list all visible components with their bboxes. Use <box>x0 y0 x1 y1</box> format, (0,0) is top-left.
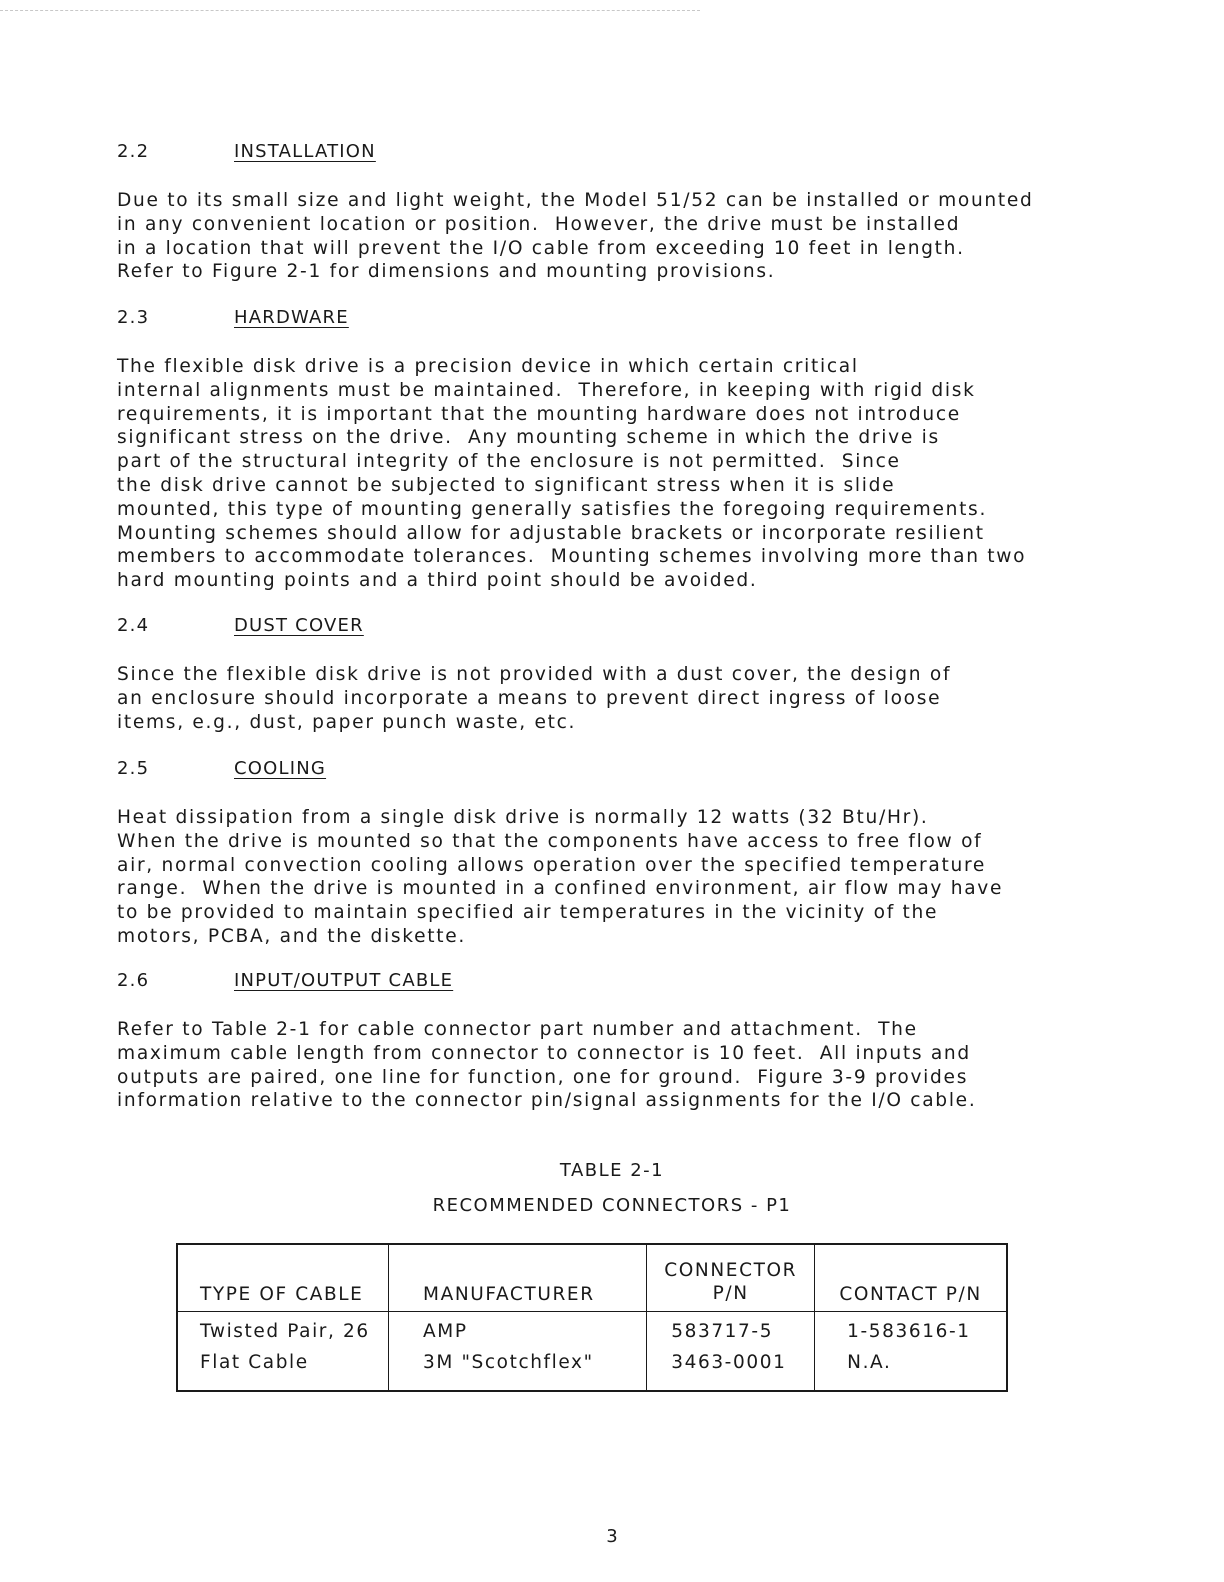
table-row <box>177 1312 1007 1349</box>
section-installation <box>117 141 1117 284</box>
section-title: COOLING <box>234 758 327 779</box>
section-heading <box>117 615 1117 639</box>
section-title: HARDWARE <box>234 307 349 328</box>
section-body: The flexible disk drive is a precision device in which certain critical internal alignments must be maintained. Therefore, in keeping with rigid disk requirements, it is important that the mounting hardware does not introduce significant stress on the drive. Any mounting scheme in which the drive is part of the structural integrity of the enclosure is not permitted. Since the disk drive cannot be subjected to significant stress when it is slide mounted, this type of mounting generally satisfies the foregoing requirements. Mounting schemes should allow for adjustable brackets or incorporate resilient members to accommodate tolerances. Mounting schemes involving more than two hard mounting points and a third point should be avoided. <box>117 356 1027 592</box>
section-number: 2.2 <box>117 141 150 162</box>
section-number: 2.4 <box>117 615 150 636</box>
section-title: INSTALLATION <box>234 141 376 162</box>
section-heading <box>117 141 1117 165</box>
section-number: 2.3 <box>117 307 150 328</box>
section-body: Due to its small size and light weight, the Model 51/52 can be installed or mounted in any convenient location or position. However, the drive must be installed in a location that will prevent the I/O cable from exceeding 10 feet in length. Refer to Figure 2-1 for dimensions and mounting provisions. <box>117 190 1034 283</box>
table-cell: 1-583616-1 <box>815 1312 1007 1349</box>
page-number: 3 <box>606 1526 618 1547</box>
section-title: INPUT/OUTPUT CABLE <box>234 970 454 991</box>
section-body: Refer to Table 2-1 for cable connector part number and attachment. The maximum cable length from connector to connector is 10 feet. All inputs and outputs are paired, one line for function, one for ground. Figure 3-9 provides information relative to the connector pin/signal assignments for the I/O cable. <box>117 1019 977 1112</box>
section-dust-cover <box>117 615 1117 734</box>
section-hardware <box>117 307 1117 593</box>
connectors-table <box>176 1243 1008 1392</box>
section-io-cable <box>117 970 1117 1113</box>
table-label: TABLE 2-1 <box>559 1160 665 1181</box>
column-header: MANUFACTURER <box>389 1244 647 1312</box>
table-header-row <box>177 1244 1007 1312</box>
scan-edge-line <box>0 10 700 11</box>
section-body: Heat dissipation from a single disk drive is normally 12 watts (32 Btu/Hr). When the drive is mounted so that the components have access to free flow of air, normal convection cooling allows operation over the specified temperature range. When the drive is mounted in a confined environment, air flow may have to be provided to maintain specified air temperatures in the vicinity of the motors, PCBA, and the diskette. <box>117 807 1004 947</box>
column-header: TYPE OF CABLE <box>177 1244 389 1312</box>
column-header: CONNECTOR P/N <box>647 1244 815 1312</box>
table-cell: N.A. <box>815 1348 1007 1391</box>
table-cell: Twisted Pair, 26 <box>200 1320 370 1342</box>
section-heading <box>117 307 1117 331</box>
section-heading <box>117 758 1117 782</box>
section-heading <box>117 970 1117 994</box>
table-row <box>177 1348 1007 1391</box>
table-cell: 3463-0001 <box>647 1348 815 1391</box>
section-cooling <box>117 758 1117 949</box>
section-number: 2.5 <box>117 758 150 779</box>
column-header: CONTACT P/N <box>815 1244 1007 1312</box>
table-cell: 583717-5 <box>647 1312 815 1349</box>
table-caption: RECOMMENDED CONNECTORS - P1 <box>432 1195 792 1216</box>
table-cell: 3M "Scotchflex" <box>389 1348 647 1391</box>
table-cell: AMP <box>389 1312 647 1349</box>
section-body: Since the flexible disk drive is not provided with a dust cover, the design of an enclosure should incorporate a means to prevent direct ingress of loose items, e.g., dust, paper punch waste, etc. <box>117 664 952 733</box>
section-title: DUST COVER <box>234 615 364 636</box>
section-number: 2.6 <box>117 970 150 991</box>
table-cell: Flat Cable <box>200 1352 309 1373</box>
